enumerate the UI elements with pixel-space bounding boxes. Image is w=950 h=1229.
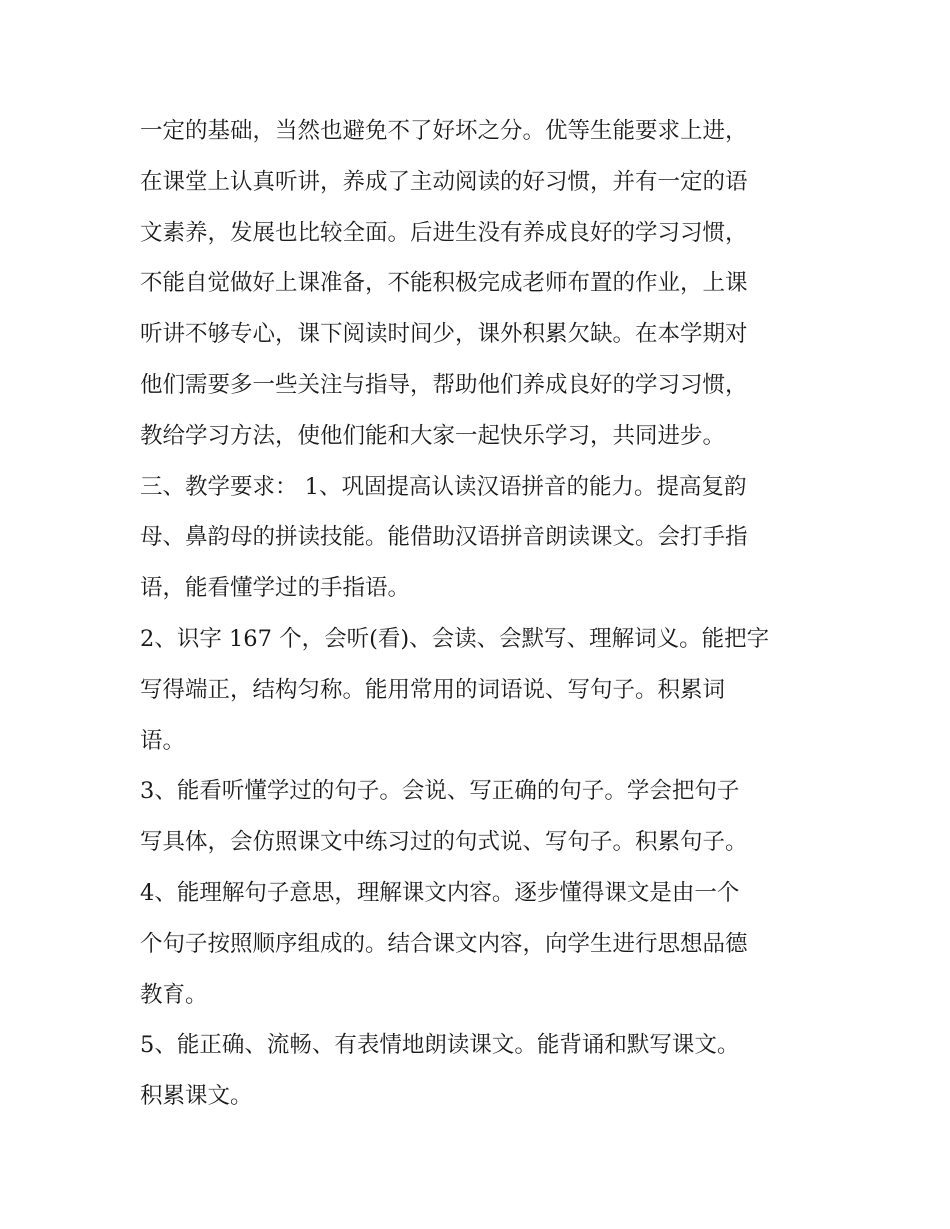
text-line: 语。 — [140, 727, 186, 754]
text-line: 写具体，会仿照课文中练习过的句式说、写句子。积累句子。 — [140, 829, 748, 856]
text-line: 积累课文。 — [140, 1083, 253, 1110]
text-line: 写得端正，结构匀称。能用常用的词语说、写句子。积累词 — [140, 676, 726, 703]
text-line: 一定的基础，当然也避免不了好坏之分。优等生能要求上进， — [140, 118, 748, 144]
text-line: 听讲不够专心，课下阅读时间少，课外积累欠缺。在本学期对 — [140, 321, 748, 348]
text-line: 母、鼻韵母的拼读技能。能借助汉语拼音朗读课文。会打手指 — [140, 524, 748, 551]
text-line: 在课堂上认真听讲，养成了主动阅读的好习惯，并有一定的语 — [140, 168, 748, 195]
text-line: 个句子按照顺序组成的。结合课文内容，向学生进行思想品德 — [140, 930, 748, 957]
list-item-line: 2、识字 167 个，会听(看)、会读、会默写、理解词义。能把字 — [140, 625, 770, 652]
list-item-line: 4、能理解句子意思，理解课文内容。逐步懂得课文是由一个 — [140, 879, 740, 906]
text-line: 不能自觉做好上课准备，不能积极完成老师布置的作业，上课 — [140, 270, 748, 297]
list-item-line: 5、能正确、流畅、有表情地朗读课文。能背诵和默写课文。 — [140, 1032, 740, 1059]
section-heading-line: 三、教学要求： 1、巩固提高认读汉语拼音的能力。提高复韵 — [140, 473, 747, 500]
document-body — [140, 106, 820, 1122]
text-line: 他们需要多一些关注与指导，帮助他们养成良好的学习习惯， — [140, 371, 748, 398]
text-line: 教给学习方法，使他们能和大家一起快乐学习，共同进步。 — [140, 422, 726, 449]
text-line: 教育。 — [140, 981, 208, 1008]
text-line: 文素养，发展也比较全面。后进生没有养成良好的学习习惯， — [140, 219, 748, 246]
list-item-line: 3、能看听懂学过的句子。会说、写正确的句子。学会把句子 — [140, 778, 740, 805]
text-line: 语，能看懂学过的手指语。 — [140, 575, 411, 602]
